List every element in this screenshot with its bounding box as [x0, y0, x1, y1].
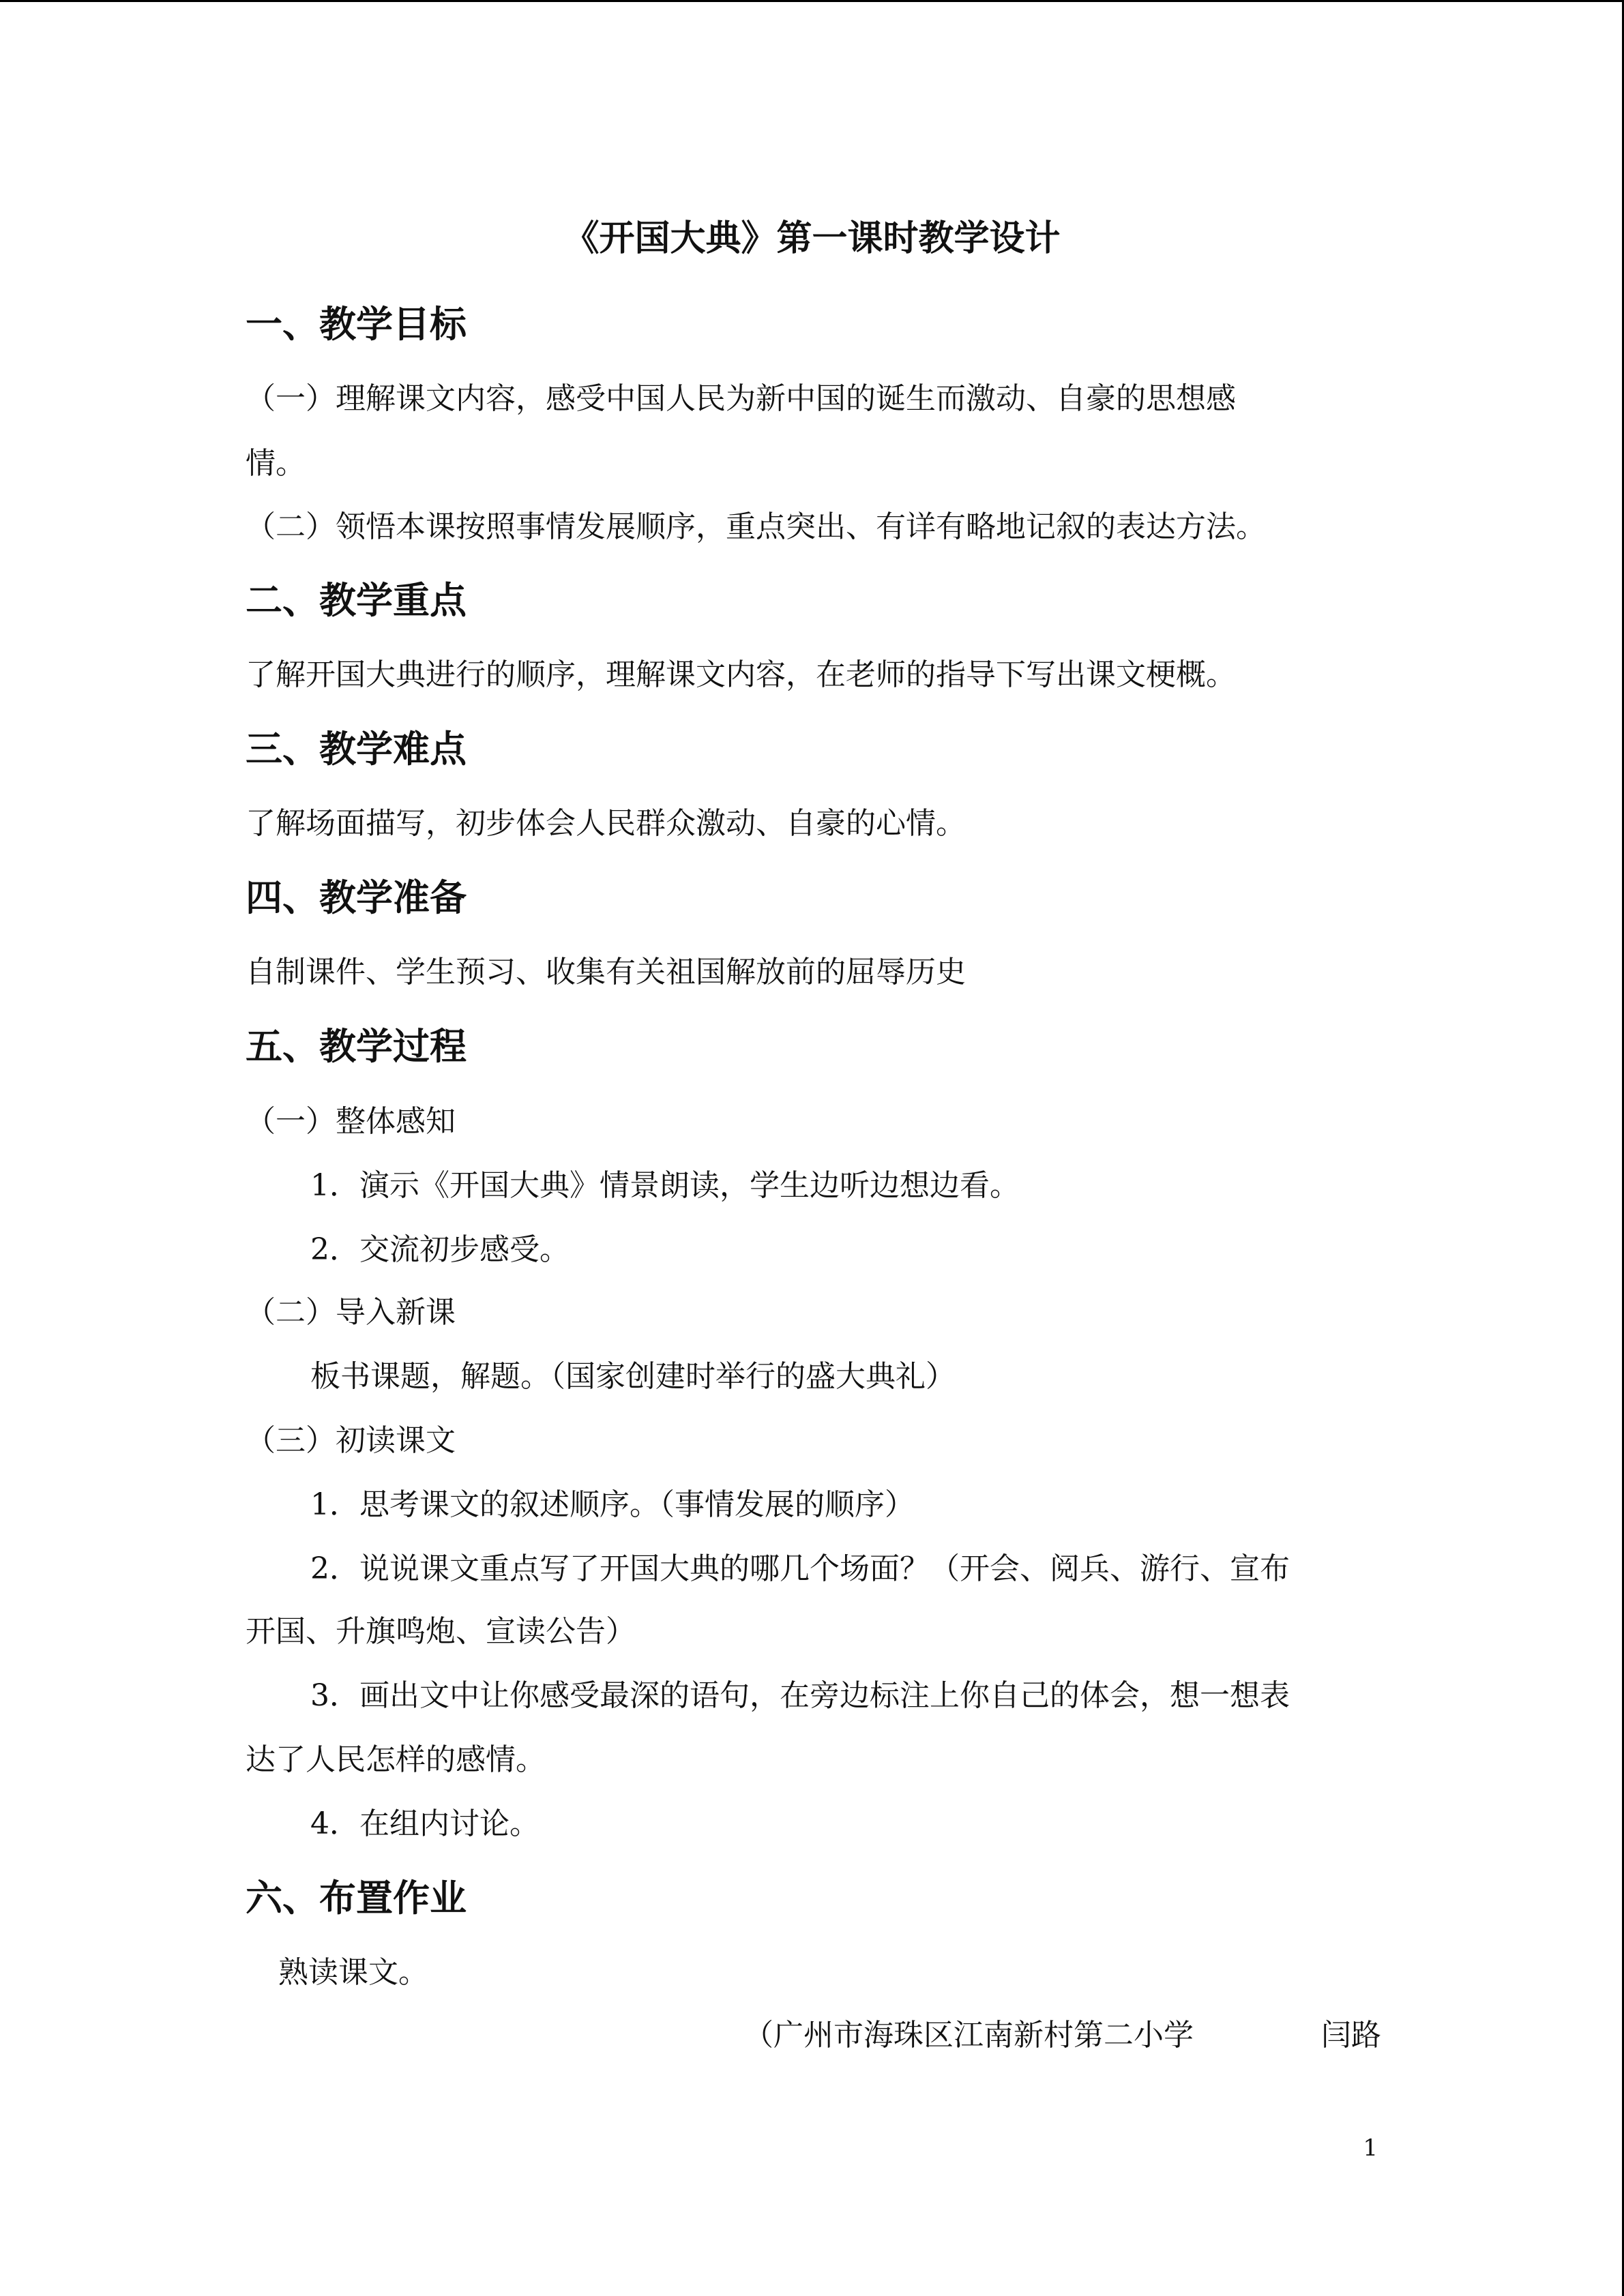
process-subheading: （三）初读课文 [246, 1423, 456, 1458]
process-subheading: （一）整体感知 [246, 1104, 456, 1139]
section-heading-preparation: 四、教学准备 [246, 876, 467, 919]
section-heading-key-points: 二、教学重点 [246, 578, 467, 622]
process-step: 2．交流初步感受。 [310, 1232, 570, 1267]
process-step-continuation: 开国、升旗鸣炮、宣读公告） [246, 1614, 636, 1649]
section-heading-goals: 一、教学目标 [246, 302, 467, 346]
key-points-line: 了解开国大典进行的顺序，理解课文内容，在老师的指导下写出课文梗概。 [246, 657, 1236, 692]
process-step: 2．说说课文重点写了开国大典的哪几个场面？（开会、阅兵、游行、宣布 [310, 1551, 1290, 1586]
section-heading-process: 五、教学过程 [246, 1024, 467, 1068]
goals-line: 情。 [246, 446, 306, 481]
process-step: 1．思考课文的叙述顺序。（事情发展的顺序） [310, 1487, 915, 1522]
document-title: 《开国大典》第一课时教学设计 [563, 218, 1061, 259]
homework-line: 熟读课文。 [278, 1955, 428, 1990]
page-number: 1 [1363, 2134, 1378, 2162]
goals-line: （二）领悟本课按照事情发展顺序，重点突出、有详有略地记叙的表达方法。 [246, 509, 1266, 544]
process-step: 3．画出文中让你感受最深的语句，在旁边标注上你自己的体会，想一想表 [310, 1678, 1290, 1713]
page-border-top [0, 0, 1624, 2]
difficulties-line: 了解场面描写，初步体会人民群众激动、自豪的心情。 [246, 806, 966, 841]
section-heading-difficulties: 三、教学难点 [246, 727, 467, 771]
process-subheading: （二）导入新课 [246, 1295, 456, 1330]
process-step: 4．在组内讨论。 [310, 1806, 540, 1841]
process-step-continuation: 达了人民怎样的感情。 [246, 1742, 546, 1777]
process-step: 1．演示《开国大典》情景朗读，学生边听边想边看。 [310, 1168, 1020, 1203]
goals-line: （一）理解课文内容，感受中国人民为新中国的诞生而激动、自豪的思想感 [246, 381, 1236, 416]
section-heading-homework: 六、布置作业 [246, 1876, 467, 1920]
author-credit [743, 2012, 1381, 2059]
credit-school: （广州市海珠区江南新村第二小学 [743, 2018, 1194, 2053]
process-step: 板书课题，解题。（国家创建时举行的盛大典礼） [310, 1359, 956, 1394]
credit-author: 闫路 [1321, 2018, 1381, 2053]
preparation-line: 自制课件、学生预习、收集有关祖国解放前的屈辱历史 [246, 955, 966, 989]
